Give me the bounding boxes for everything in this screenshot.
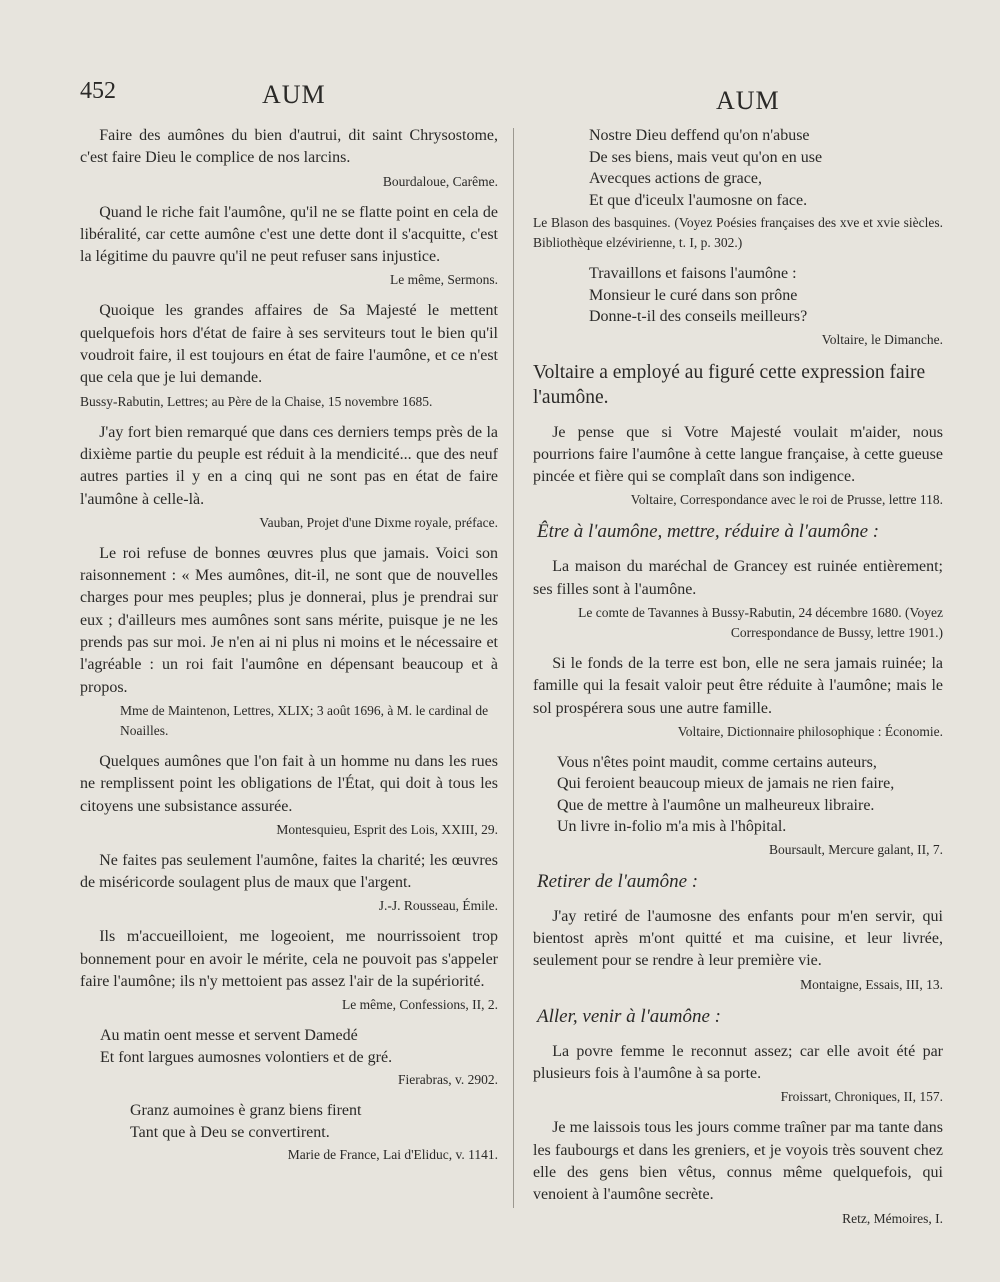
quote-text: Quand le riche fait l'aumône, qu'il ne se flatte point en cela de libéralité, car cette aumône c'est une dette dont il s'acquitte, c'est la légitime du pauvre qu'il ne peut refuser sans injustice. xyxy=(80,203,498,266)
verse-line: Avecques actions de grace, xyxy=(589,170,762,187)
quote-source: Le même, Confessions, II, 2. xyxy=(342,997,498,1013)
verse-block xyxy=(80,1100,498,1165)
verse-source: Voltaire, le Dimanche. xyxy=(821,331,943,347)
verse-line: Donne-t-il des conseils meilleurs? xyxy=(589,308,808,325)
quote-text: J'ay fort bien remarqué que dans ces derniers temps près de la dixième partie du peuple est réduit à la mendicité... que des neuf autres parties il y en a cinq qui ne sont pas en état de faire l'aumône à celle-là. xyxy=(80,423,498,508)
verse-line: Et que d'iceulx l'aumosne on face. xyxy=(589,191,808,209)
citation-block xyxy=(80,422,498,533)
section-heading: Voltaire a employé au figuré cette expression faire l'aumône. xyxy=(533,361,926,408)
quote-text: La maison du maréchal de Grancey est ruinée entièrement; ses filles sont à l'aumône. xyxy=(533,558,943,598)
left-column xyxy=(80,125,498,1175)
citation-block xyxy=(533,1117,943,1228)
verse-block xyxy=(533,125,943,253)
section-heading: Aller, venir à l'aumône : xyxy=(537,1005,721,1027)
quote-source: Retz, Mémoires, I. xyxy=(842,1210,943,1226)
verse-line: Nostre Dieu deffend qu'on n'abuse xyxy=(589,127,810,144)
citation-block xyxy=(533,556,943,643)
quote-source: Bourdaloue, Carême. xyxy=(382,173,498,189)
verse-line: De ses biens, mais veut qu'on en use xyxy=(589,148,823,166)
quote-source: Froissart, Chroniques, II, 157. xyxy=(780,1089,943,1105)
section-heading: Être à l'aumône, mettre, réduire à l'aumône : xyxy=(537,521,880,543)
verse-line: Un livre in-folio m'a mis à l'hôpital. xyxy=(557,818,787,836)
column-divider xyxy=(513,128,514,1208)
citation-block xyxy=(80,850,498,917)
verse-source: Fierabras, v. 2902. xyxy=(398,1072,498,1088)
quote-source: Voltaire, Correspondance avec le roi de Prusse, lettre 118. xyxy=(630,492,943,508)
citation-block xyxy=(533,422,943,511)
quote-text: Si le fonds de la terre est bon, elle ne sera jamais ruinée; la famille qui la fesait valoir peut être réduite à l'aumône; mais le sol prospérera sous une autre famille. xyxy=(533,654,943,717)
quote-source: Montesquieu, Esprit des Lois, XXIII, 29. xyxy=(276,821,498,837)
quote-text: Ils m'accueilloient, me logeoient, me nourrissoient trop bonnement pour en avoir le mérite, cela ne pouvoit pas s'appeler faire l'aumône; ils n'y mettoient pas assez l'air de la supériorité. xyxy=(80,928,498,991)
verse-line: Travaillons et faisons l'aumône : xyxy=(589,265,797,282)
quote-source: Mme de Maintenon, Lettres, XLIX; 3 août 1696, à M. le cardinal de Noailles. xyxy=(120,702,489,738)
citation-block xyxy=(533,906,943,995)
verse-line: Et font largues aumosnes volontiers et de gré. xyxy=(100,1048,393,1066)
verse-line: Tant que à Deu se convertirent. xyxy=(130,1123,330,1141)
quote-text: Ne faites pas seulement l'aumône, faites la charité; les œuvres de miséricorde soulagent plus de maux que l'argent. xyxy=(80,851,498,892)
right-column xyxy=(533,125,943,1239)
verse-line: Que de mettre à l'aumône un malheureux libraire. xyxy=(557,796,875,814)
verse-line: Granz aumoines è granz biens firent xyxy=(130,1102,362,1120)
verse-source: Le Blason des basquines. (Voyez Poésies françaises des xve et xvie siècles. Bibliothèque elzévirienne, t. I, p. 302.) xyxy=(533,215,943,250)
running-head-left: AUM xyxy=(262,80,326,109)
quote-source: Le comte de Tavannes à Bussy-Rabutin, 24 décembre 1680. (Voyez Correspondance de Bussy, lettre 1901.) xyxy=(578,604,943,640)
citation-block xyxy=(80,926,498,1015)
quote-source: Voltaire, Dictionnaire philosophique : Économie. xyxy=(677,723,943,739)
verse-line: Qui feroient beaucoup mieux de jamais ne rien faire, xyxy=(557,775,895,793)
quote-source: Vauban, Projet d'une Dixme royale, préface. xyxy=(259,514,498,530)
section-heading: Retirer de l'aumône : xyxy=(537,870,699,892)
running-head-right: AUM xyxy=(716,86,780,115)
quote-source: Montaigne, Essais, III, 13. xyxy=(800,976,943,992)
quote-text: Faire des aumônes du bien d'autrui, dit saint Chrysostome, c'est faire Dieu le complice de nos larcins. xyxy=(80,127,498,167)
quote-text: Je me laissois tous les jours comme traîner par ma tante dans les faubourgs et dans les greniers, et je voyois très souvent chez elle des gens bien vêtus, connus même quelquefois, qui venoient à l'aumône secrète. xyxy=(533,1119,943,1204)
quote-source: Bussy-Rabutin, Lettres; au Père de la Chaise, 15 novembre 1685. xyxy=(80,393,433,409)
verse-block xyxy=(533,263,943,350)
verse-line: Monsieur le curé dans son prône xyxy=(589,286,798,304)
verse-source: Marie de France, Lai d'Eliduc, v. 1141. xyxy=(287,1147,498,1163)
verse-source: Boursault, Mercure galant, II, 7. xyxy=(769,841,943,857)
citation-block xyxy=(533,1041,943,1108)
verse-block xyxy=(80,1025,498,1090)
quote-text: Le roi refuse de bonnes œuvres plus que jamais. Voici son raisonnement : « Mes aumônes, dit-il, ne sont que de nouvelles charges pour mes peuples; plus je donnerai, plus je prendrai sur eux ; d'ailleurs mes aumônes sont sans mérite, puisque je ne les prends pas sur moi. Je n'en ai ni plus ni moins et le nécessaire et l'agréable : un roi fait l'aumône en dépensant beaucoup et à propos. xyxy=(80,544,498,696)
citation-block xyxy=(80,300,498,411)
quote-text: La povre femme le reconnut assez; car elle avoit été par plusieurs fois à l'aumône à sa porte. xyxy=(533,1042,943,1083)
citation-block xyxy=(80,751,498,840)
quote-text: Quoique les grandes affaires de Sa Majesté le mettent quelquefois hors d'état de faire à ses serviteurs tout le bien qu'il voudroit faire, il est toujours en état de faire l'aumône, et ce n'est que cela que je lui demande. xyxy=(80,302,498,387)
verse-line: Au matin oent messe et servent Damedé xyxy=(100,1027,358,1045)
citation-block xyxy=(80,202,498,291)
citation-block xyxy=(533,653,943,742)
quote-source: Le même, Sermons. xyxy=(390,272,498,288)
citation-block xyxy=(80,543,498,741)
quote-text: Quelques aumônes que l'on fait à un homme nu dans les rues ne remplissent point les obligations de l'État, qui doit à tous les citoyens une subsistance assurée. xyxy=(80,752,498,815)
quote-text: Je pense que si Votre Majesté voulait m'aider, nous pourrions faire l'aumône à cette langue française, à cette gueuse pincée et fière qui se complaît dans son indigence. xyxy=(533,423,943,486)
verse-line: Vous n'êtes point maudit, comme certains auteurs, xyxy=(557,753,877,771)
citation-block xyxy=(80,125,498,192)
quote-text: J'ay retiré de l'aumosne des enfants pour m'en servir, qui bientost après m'ont quitté et ma cuisine, et leur livrée, seulement pour se rendre à leur première vie. xyxy=(533,907,943,970)
quote-source: J.-J. Rousseau, Émile. xyxy=(378,898,498,914)
page-number: 452 xyxy=(80,78,116,104)
verse-block xyxy=(533,752,943,860)
